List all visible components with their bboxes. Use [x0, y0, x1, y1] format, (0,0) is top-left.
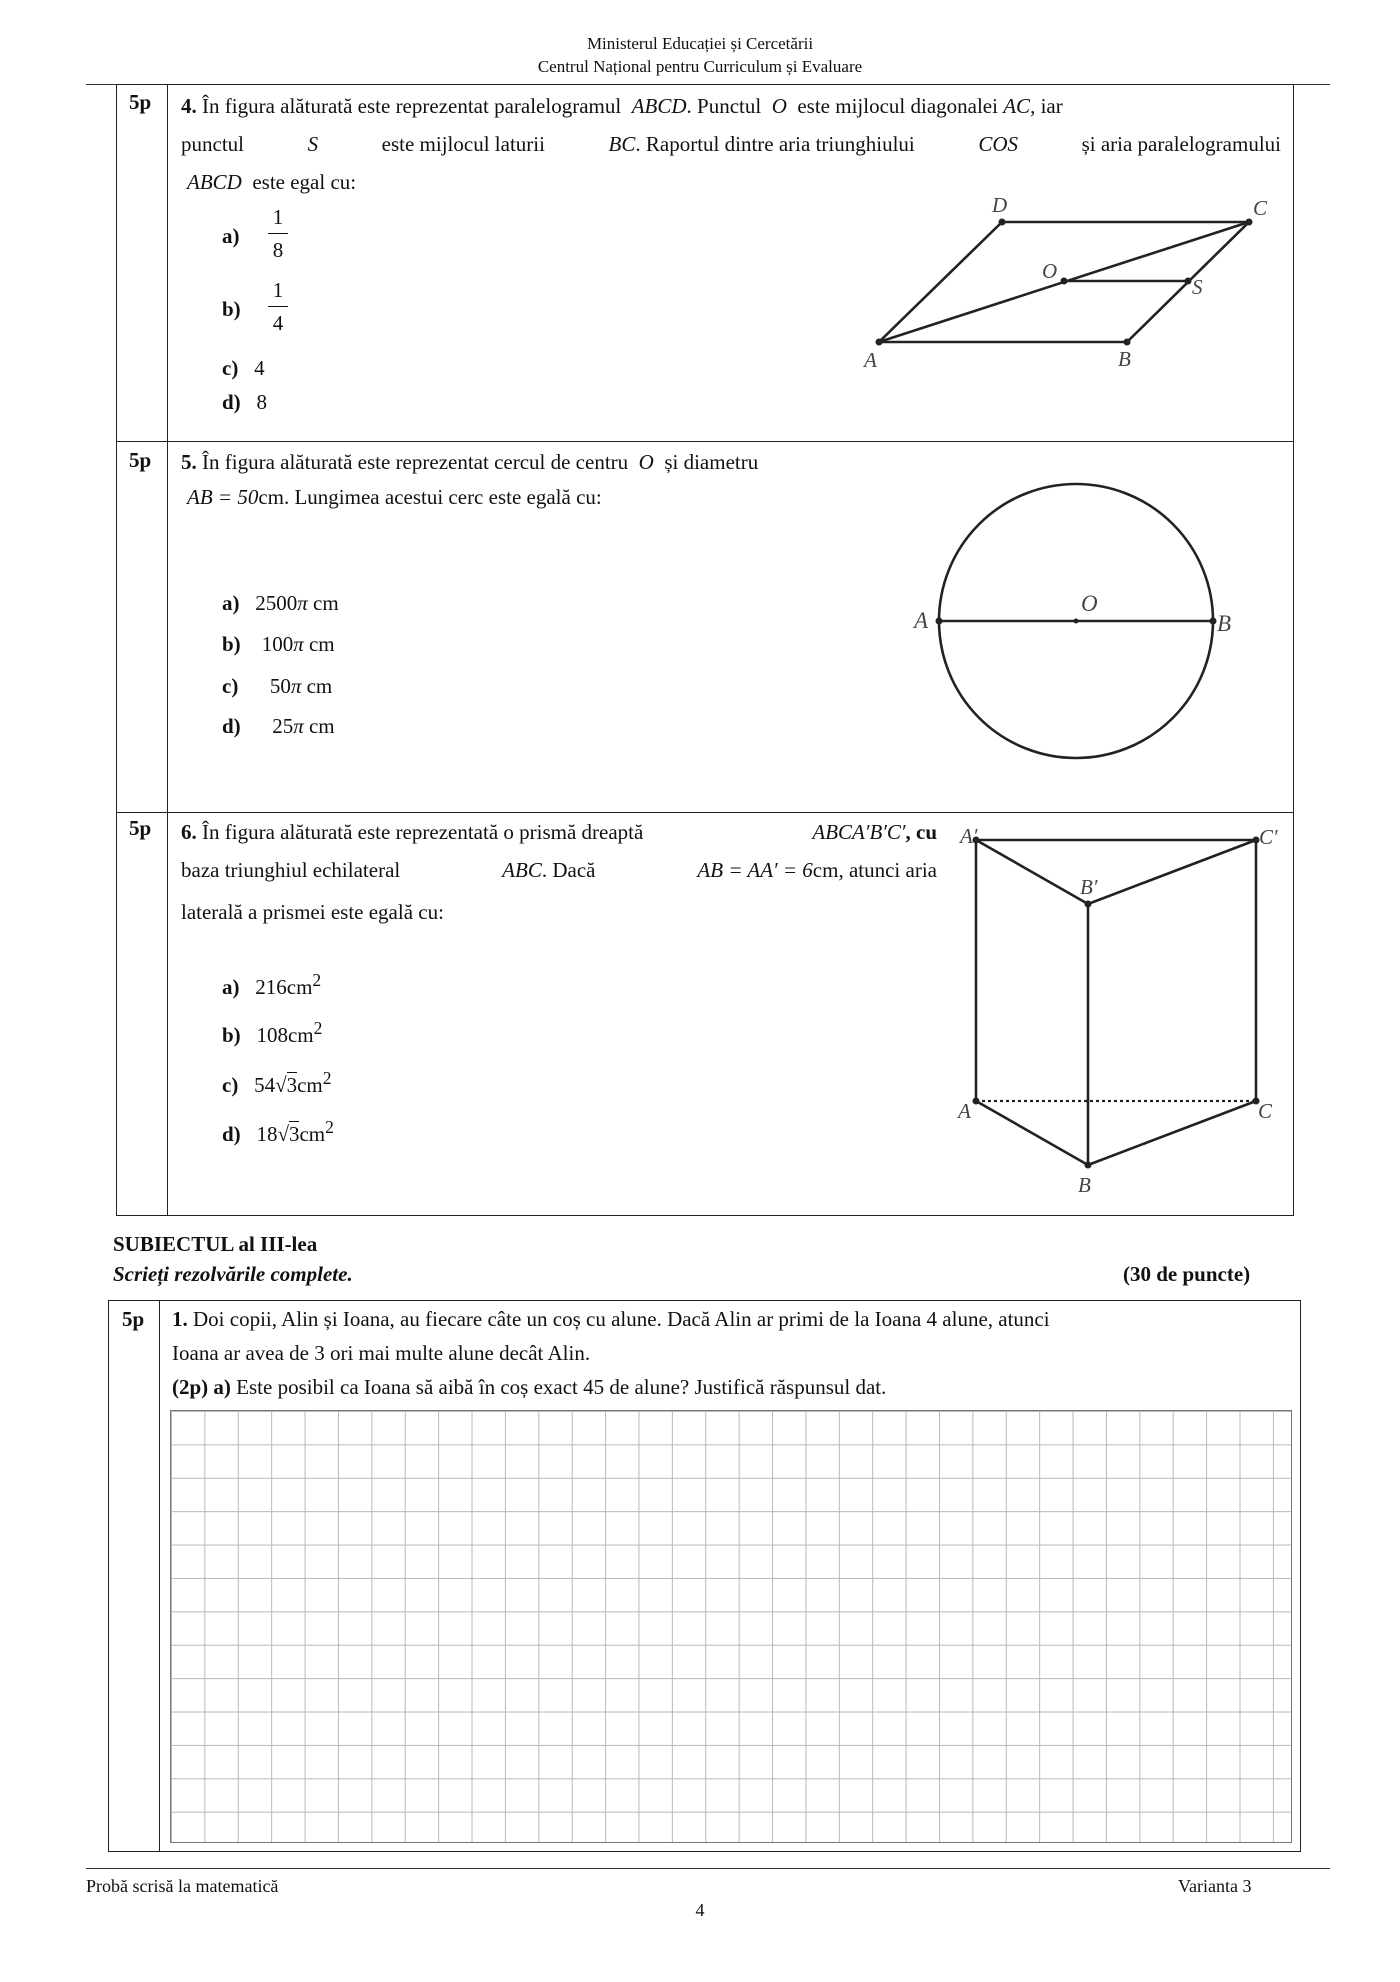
radicand: 3 — [286, 1073, 298, 1097]
label-a: A — [864, 348, 877, 372]
option-6b — [222, 1018, 322, 1048]
label-s: S — [1192, 275, 1203, 299]
subject3-points-divider — [159, 1300, 160, 1852]
unit: cm — [306, 674, 333, 698]
text-frag: baza triunghiul echilateral — [181, 858, 401, 882]
text-frag: . Dacă — [541, 858, 596, 882]
option-4b-fraction — [268, 277, 288, 336]
points-4: 5p — [129, 90, 152, 114]
problem-5-line2 — [187, 478, 602, 516]
exponent: 2 — [325, 1117, 334, 1137]
row-divider-1 — [116, 441, 1294, 442]
pi-symbol: π — [290, 674, 302, 698]
label-b: B — [1118, 347, 1131, 371]
sqrt-sign: √ — [275, 1073, 287, 1097]
option-5a — [222, 591, 339, 616]
point-a — [973, 1098, 980, 1105]
unit: cm — [286, 975, 313, 999]
s3-problem-1-sub-a — [172, 1370, 886, 1404]
circle-figure — [905, 470, 1235, 770]
sub-label: a) — [213, 1375, 231, 1399]
label-c1: C′ — [1259, 825, 1278, 849]
points-5: 5p — [129, 448, 152, 472]
text-frag: este mijlocul laturii — [381, 132, 545, 156]
text-frag: este mijlocul diagonalei — [797, 94, 998, 118]
point-o — [1061, 278, 1068, 285]
problem-6-number: 6. — [181, 820, 197, 844]
option-5c — [222, 674, 332, 699]
label-d: D — [992, 193, 1008, 217]
option-4b-label: b) — [222, 297, 241, 321]
text-frag: , cu — [905, 820, 937, 844]
sub-points: (2p) — [172, 1375, 209, 1399]
unit: cm — [313, 591, 339, 615]
point-a — [936, 618, 943, 625]
unit: cm — [287, 1023, 314, 1047]
option-label: b) — [222, 1023, 241, 1047]
option-4a-fraction — [268, 204, 288, 263]
label-o: O — [1081, 591, 1098, 616]
point-c — [1246, 219, 1253, 226]
text-frag: Este posibil ca Ioana să aibă în coș exact 45 de alune? Justifică răspunsul dat. — [236, 1375, 887, 1399]
text-frag: În figura alăturată este reprezentată o prismă dreaptă — [202, 820, 644, 844]
math-ac: AC — [1003, 94, 1031, 118]
unit: cm — [308, 714, 335, 738]
prism-figure — [950, 815, 1290, 1215]
option-coef: 100 — [261, 632, 294, 656]
option-label: d) — [222, 714, 241, 738]
option-4d — [222, 390, 267, 415]
sqrt-sign: √ — [277, 1122, 289, 1146]
label-b1: B′ — [1080, 875, 1098, 899]
points-column-divider — [167, 84, 168, 1216]
option-4a-label: a) — [222, 224, 240, 248]
text-frag: , iar — [1030, 94, 1063, 118]
label-a1: A′ — [960, 824, 978, 848]
option-value: 108 — [256, 1023, 288, 1047]
s3-problem-1-line2: Ioana ar avea de 3 ori mai multe alune decât Alin. — [172, 1341, 591, 1365]
point-a — [876, 339, 883, 346]
math-cos: COS — [978, 132, 1018, 156]
math-eq: AB = AA′ = 6 — [697, 858, 813, 882]
fraction-bar — [268, 233, 288, 234]
text-frag: . Raportul dintre aria triunghiului — [635, 132, 915, 156]
s3-problem-1-number: 1. — [172, 1307, 188, 1331]
exponent: 2 — [312, 970, 322, 990]
option-label: d) — [222, 390, 241, 414]
option-5b — [222, 632, 335, 657]
point-d — [999, 219, 1006, 226]
footer-right: Varianta 3 — [1178, 1876, 1252, 1896]
text-frag: și aria paralelogramului — [1081, 132, 1281, 156]
problem-5-line1 — [181, 443, 758, 481]
option-value: 8 — [256, 390, 267, 414]
footer-left: Probă scrisă la matematică — [86, 1876, 279, 1896]
math-o: O — [771, 94, 787, 118]
label-a: A — [958, 1099, 971, 1123]
header-ministry: Ministerul Educației și Cercetării — [586, 34, 814, 53]
text-frag: punctul — [181, 132, 244, 156]
option-4c — [222, 356, 265, 381]
problem-6-line1 — [181, 813, 937, 851]
point-b — [1085, 1162, 1092, 1169]
point-o — [1074, 619, 1079, 624]
radicand: 3 — [288, 1122, 300, 1146]
text-frag: , atunci aria — [838, 858, 937, 882]
unit: cm — [308, 632, 335, 656]
pi-symbol: π — [293, 632, 304, 656]
math-o: O — [638, 450, 654, 474]
edge-bc — [1088, 1101, 1256, 1165]
math-bc: BC — [608, 132, 636, 156]
option-coef: 50 — [269, 674, 291, 698]
footer-rule — [86, 1868, 1330, 1869]
subject3-title: SUBIECTUL al III-lea — [113, 1232, 318, 1256]
math-abcd: ABCD — [187, 170, 242, 194]
math-prism: ABCA′B′C′ — [812, 820, 906, 844]
label-c: C — [1253, 196, 1268, 220]
option-value: 216 — [255, 975, 287, 999]
unit: cm — [812, 858, 839, 882]
problem-4-number: 4. — [181, 94, 197, 118]
option-label: d) — [222, 1122, 241, 1146]
subject3-points: (30 de puncte) — [1123, 1262, 1251, 1286]
exponent: 2 — [313, 1018, 323, 1038]
math-abcd: ABCD — [631, 94, 687, 118]
point-s — [1185, 278, 1192, 285]
s3-problem-1-line1 — [172, 1302, 1050, 1336]
text-frag: . Lungimea acestui cerc este egală cu: — [283, 485, 602, 509]
label-c: C — [1258, 1099, 1273, 1123]
option-label: c) — [222, 356, 239, 380]
point-b — [1210, 618, 1217, 625]
option-5d — [222, 714, 335, 739]
edge-ab — [976, 1101, 1088, 1165]
option-value: 4 — [254, 356, 265, 380]
fraction-bar — [268, 306, 288, 307]
problem-5-number: 5. — [181, 450, 197, 474]
math-ab-eq: AB = 50 — [187, 485, 259, 509]
fraction-denominator: 8 — [272, 238, 284, 262]
math-s: S — [307, 132, 319, 156]
option-label: a) — [222, 591, 240, 615]
unit: cm — [297, 1073, 323, 1097]
problem-4-text: În figura alăturată este reprezentat paralelogramul — [202, 94, 622, 118]
pi-symbol: π — [297, 591, 308, 615]
text-frag: . Punctul — [686, 94, 762, 118]
point-b — [1124, 339, 1131, 346]
problem-4-line2 — [181, 125, 1281, 163]
option-6a — [222, 970, 321, 1000]
unit: cm — [299, 1122, 326, 1146]
text-frag: este egal cu: — [252, 170, 357, 194]
point-b1 — [1085, 901, 1092, 908]
label-b: B — [1217, 611, 1232, 636]
header-center: Centrul Național pentru Curriculum și Evaluare — [537, 57, 863, 76]
math-abc: ABC — [502, 858, 542, 882]
unit: cm — [258, 485, 284, 509]
fraction-numerator: 1 — [272, 278, 284, 302]
option-6d — [222, 1117, 334, 1147]
page-number: 4 — [695, 1900, 705, 1920]
option-label: a) — [222, 975, 240, 999]
option-label: b) — [222, 632, 241, 656]
pi-symbol: π — [293, 714, 304, 738]
option-value: 54 — [254, 1073, 276, 1097]
option-coef: 2500 — [255, 591, 298, 615]
option-coef: 25 — [272, 714, 294, 738]
text-frag: În figura alăturată este reprezentat cercul de centru — [202, 450, 629, 474]
subject3-instruction: Scrieți rezolvările complete. — [113, 1262, 353, 1286]
text-frag: Doi copii, Alin și Ioana, au fiecare câte un coș cu alune. Dacă Alin ar primi de la Ioana 4 alune, atunci — [193, 1307, 1050, 1331]
points-s3-1: 5p — [122, 1307, 145, 1331]
problem-4-line1 — [181, 87, 1281, 125]
label-o: O — [1042, 259, 1058, 283]
points-6: 5p — [129, 816, 152, 840]
fraction-numerator: 1 — [272, 205, 284, 229]
parallelogram-figure — [840, 185, 1280, 385]
problem-6-line2 — [181, 851, 937, 889]
label-b: B — [1078, 1173, 1091, 1197]
problem-4-line3 — [187, 163, 356, 201]
option-6c — [222, 1068, 332, 1098]
option-label: c) — [222, 674, 239, 698]
problem-6-line3: laterală a prismei este egală cu: — [181, 900, 444, 924]
text-frag: și diametru — [664, 450, 759, 474]
label-a: A — [914, 608, 929, 633]
option-label: c) — [222, 1073, 239, 1097]
option-value: 18 — [256, 1122, 278, 1146]
exponent: 2 — [322, 1068, 332, 1088]
edge-a1b1 — [976, 840, 1088, 904]
answer-grid[interactable] — [170, 1410, 1292, 1843]
edge-b1c1 — [1088, 840, 1256, 904]
fraction-denominator: 4 — [272, 311, 284, 335]
